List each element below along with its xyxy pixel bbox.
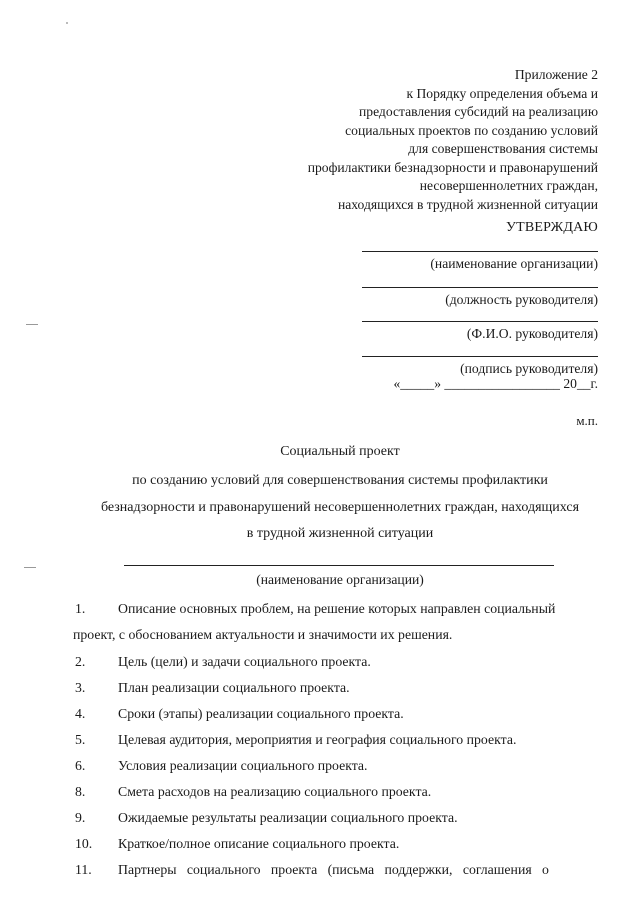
item-text: Условия реализации социального проекта. [118, 758, 368, 773]
stamp-place: м.п. [576, 413, 598, 428]
item-number: 2. [75, 654, 86, 669]
approval-name-field [362, 321, 598, 342]
scan-speck [66, 22, 68, 24]
item-text: Краткое/полное описание социального проекта. [118, 836, 400, 851]
list-item [75, 727, 598, 752]
project-subtitle-line: безнадзорности и правонарушений несовершеннолетних граждан, находящихся [100, 500, 580, 515]
appendix-line: для совершенствования системы [408, 141, 598, 156]
item-text: План реализации социального проекта. [118, 680, 350, 695]
item-number: 6. [75, 758, 86, 773]
signature-line [362, 251, 598, 252]
list-item-continuation [75, 622, 598, 647]
list-item [75, 701, 598, 726]
approval-org-field [362, 251, 598, 272]
appendix-header [178, 66, 598, 214]
field-caption: (наименование организации) [430, 256, 598, 271]
item-text: Партнеры социального проекта (письма поддержки, соглашения о [118, 862, 549, 877]
scan-mark [24, 567, 36, 568]
field-caption: (должность руководителя) [445, 292, 598, 307]
item-text: Цель (цели) и задачи социального проекта. [118, 654, 371, 669]
project-subtitle-line: по созданию условий для совершенствования системы профилактики [132, 473, 548, 488]
approval-position-field [362, 287, 598, 308]
item-number: 10. [75, 836, 93, 851]
item-number: 8. [75, 784, 86, 799]
item-number: 5. [75, 732, 86, 747]
list-item [75, 753, 598, 778]
item-number: 11. [75, 862, 92, 877]
org-name-caption: (наименование организации) [256, 572, 424, 587]
approval-heading: УТВЕРЖДАЮ [505, 220, 598, 235]
signature-line [362, 287, 598, 288]
item-number: 9. [75, 810, 86, 825]
item-number: 3. [75, 680, 86, 695]
list-item [75, 649, 598, 674]
approval-date-line: «_____» _________________ 20__г. [393, 376, 598, 391]
appendix-line: Приложение 2 [514, 67, 598, 82]
list-item [75, 675, 598, 700]
approval-signature-field [362, 356, 598, 377]
item-number: 4. [75, 706, 86, 721]
item-text: Описание основных проблем, на решение которых направлен социальный [118, 601, 556, 616]
project-subtitle-line: в трудной жизненной ситуации [246, 526, 434, 541]
appendix-line: к Порядку определения объема и [406, 85, 598, 101]
list-item [75, 857, 598, 882]
item-text: Целевая аудитория, мероприятия и география социального проекта. [118, 732, 517, 747]
scan-mark [26, 324, 38, 325]
item-number: 1. [75, 601, 86, 616]
appendix-line: несовершеннолетних граждан, [419, 178, 598, 193]
item-text: Смета расходов на реализацию социального проекта. [118, 784, 432, 799]
org-name-line [124, 565, 554, 566]
list-item [75, 831, 598, 856]
field-caption: (Ф.И.О. руководителя) [466, 326, 598, 341]
project-title: Социальный проект [280, 444, 400, 459]
appendix-line: находящихся в трудной жизненной ситуации [337, 196, 598, 212]
appendix-line: профилактики безнадзорности и правонарушений [307, 159, 598, 175]
item-text: Ожидаемые результаты реализации социального проекта. [118, 810, 458, 825]
item-text: Сроки (этапы) реализации социального проекта. [118, 706, 404, 721]
list-item [75, 596, 598, 621]
signature-line [362, 356, 598, 357]
list-item [75, 805, 598, 830]
list-item [75, 779, 598, 804]
field-caption: (подпись руководителя) [460, 361, 598, 376]
signature-line [362, 321, 598, 322]
item-text: проект, с обоснованием актуальности и значимости их решения. [73, 627, 453, 642]
appendix-line: социальных проектов по созданию условий [345, 122, 598, 138]
appendix-line: предоставления субсидий на реализацию [359, 104, 598, 119]
